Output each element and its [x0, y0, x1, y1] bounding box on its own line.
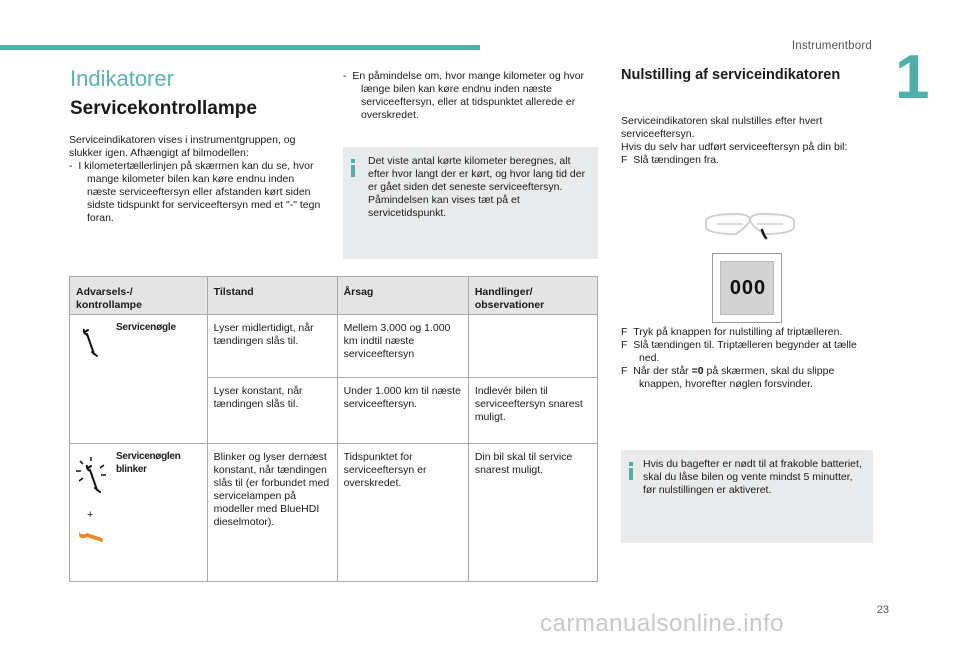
info-box-text: Hvis du bagefter er nødt til at frakoble batteriet, skal du låse bilen og vente mindst 5 minutter, før nulstillingen er aktiveret.: [643, 458, 862, 496]
table-row: [70, 315, 598, 378]
reset-step: F Slå tændingen til. Triptælleren begynder at tælle ned.: [621, 339, 857, 364]
reset-paragraph: Hvis du selv har udført serviceeftersyn på din bil:: [621, 141, 848, 153]
state-cell: Blinker og lyser dernæst konstant, når tændingen slås til (er forbundet med servicelampen på modeller med BlueHDI dieselmotor).: [207, 444, 337, 582]
dashboard-icon: [700, 210, 800, 248]
column-header: Årsag: [337, 277, 468, 315]
display-screen: [720, 261, 774, 315]
reset-intro-block: [621, 115, 866, 167]
wrench-icon: [70, 315, 112, 375]
action-cell: Din bil skal til service snarest muligt.: [468, 444, 597, 582]
info-icon: [629, 462, 633, 480]
info-box: [621, 450, 873, 543]
lamp-icon-cell: [70, 315, 113, 444]
column-header: Advarsels-/ kontrollampe: [70, 277, 208, 315]
table-header-row: [70, 277, 598, 315]
info-box: [343, 147, 598, 259]
cause-cell: Under 1.000 km til næste serviceeftersyn.: [337, 378, 468, 444]
step-text: på skærmen, skal du slippe knappen, hvorefter nøglen forsvinder.: [639, 365, 835, 390]
orange-wrench-icon: [70, 526, 112, 546]
blinking-wrench-icon: [70, 456, 112, 506]
info-text-line: Påmindelsen kan vises tæt på et servicetidspunkt.: [368, 194, 520, 219]
reset-paragraph: Serviceindikatoren skal nulstilles efter hvert serviceeftersyn.: [621, 115, 823, 140]
watermark: carmanualsonline.info: [540, 610, 784, 637]
header-accent-bar: [0, 45, 480, 50]
page-title: Indikatorer: [70, 66, 174, 91]
instrument-panel-illustration: [700, 210, 800, 248]
action-cell: Indlevér bilen til serviceeftersyn snarest muligt.: [468, 378, 597, 444]
reminder-bullet: - En påmindelse om, hvor mange kilometer og hvor længe bilen kan køre endnu inden næste serviceeftersyn, eller at tidspunktet allerede er overskredet.: [343, 70, 585, 121]
reset-step: F Tryk på knappen for nulstilling af triptælleren.: [621, 326, 843, 338]
section-label: Instrumentbord: [791, 40, 872, 52]
plus-sign: +: [87, 509, 94, 521]
column-header: Handlinger/ observationer: [468, 277, 597, 315]
info-icon: [351, 159, 355, 177]
odometer-display: [712, 253, 782, 323]
action-cell: [468, 315, 597, 378]
reset-step: [621, 365, 866, 391]
info-text-line: Det viste antal kørte kilometer beregnes, alt efter hvor langt der er kørt, og hvor lang tid der er gået siden det seneste serviceeftersyn.: [368, 155, 586, 193]
info-box-text: [368, 155, 590, 220]
display-value: 000: [729, 277, 767, 299]
reset-heading: Nulstilling af serviceindikatoren: [621, 67, 841, 83]
intro-paragraph: Serviceindikatoren vises i instrumentgruppen, og slukker igen. Afhængigt af bilmodellen:: [69, 134, 296, 159]
state-cell: Lyser midlertidigt, når tændingen slås til.: [207, 315, 337, 378]
column-header: Tilstand: [207, 277, 337, 315]
section-heading: Servicekontrollampe: [70, 98, 257, 119]
warning-lamp-table: [69, 276, 598, 582]
step-text: F Når der står: [621, 365, 692, 377]
reset-steps: [621, 326, 866, 391]
lamp-icon-cell: [70, 444, 113, 582]
page-number: 23: [876, 604, 889, 616]
step-text-bold: =0: [691, 365, 704, 377]
left-text-block: [69, 134, 324, 225]
reset-step: F Slå tændingen fra.: [621, 154, 720, 166]
chapter-number: 1: [895, 43, 930, 112]
bullet-item: - I kilometertællerlinjen på skærmen kan du se, hvor mange kilometer bilen kan køre endnu inden næste serviceeftersyn eller afstanden kørt siden sidste tidspunkt for serviceeftersyn med et "-" tegn foran.: [69, 160, 321, 224]
lamp-name-cell: Servicenøglen blinker: [112, 444, 207, 582]
lamp-name-cell: Servicenøgle: [112, 315, 207, 444]
cause-cell: Mellem 3.000 og 1.000 km indtil næste serviceeftersyn: [337, 315, 468, 378]
cause-cell: Tidspunktet for serviceeftersyn er overskredet.: [337, 444, 468, 582]
state-cell: Lyser konstant, når tændingen slås til.: [207, 378, 337, 444]
table-row: [70, 444, 598, 582]
